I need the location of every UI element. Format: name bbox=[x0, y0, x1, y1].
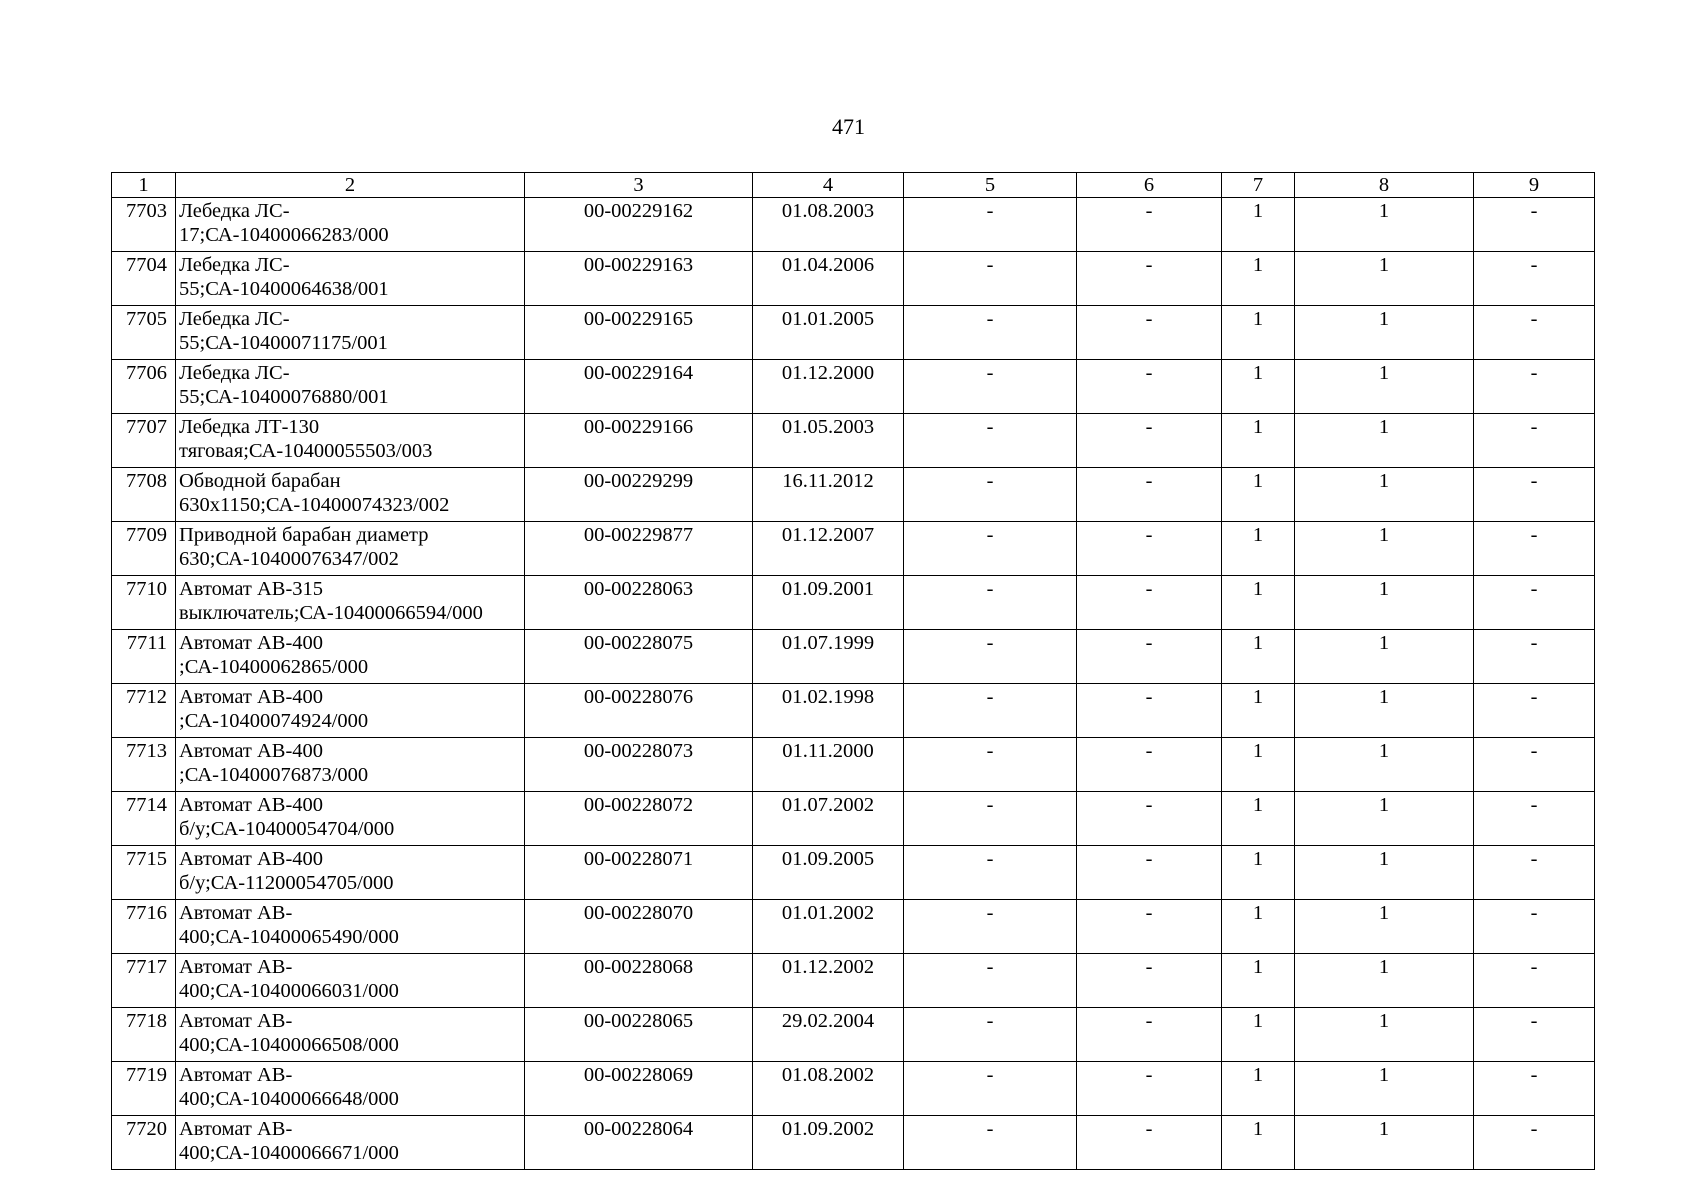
cell-col-5: - bbox=[904, 900, 1077, 954]
cell-col-8: 1 bbox=[1295, 360, 1474, 414]
table-body bbox=[112, 198, 1595, 1170]
cell-inventory-code: 00-00228064 bbox=[525, 1116, 753, 1170]
cell-item-name: Автомат АВ- 400;СА-10400066671/000 bbox=[176, 1116, 525, 1170]
cell-inventory-code: 00-00228073 bbox=[525, 738, 753, 792]
cell-col-9: - bbox=[1474, 738, 1595, 792]
cell-row-number: 7705 bbox=[112, 306, 176, 360]
cell-col-9: - bbox=[1474, 414, 1595, 468]
cell-col-7: 1 bbox=[1222, 792, 1295, 846]
cell-col-6: - bbox=[1077, 198, 1222, 252]
cell-inventory-code: 00-00228071 bbox=[525, 846, 753, 900]
cell-date: 29.02.2004 bbox=[753, 1008, 904, 1062]
cell-col-7: 1 bbox=[1222, 738, 1295, 792]
cell-item-name: Приводной барабан диаметр 630;СА-10400076347/002 bbox=[176, 522, 525, 576]
cell-col-9: - bbox=[1474, 1116, 1595, 1170]
cell-col-8: 1 bbox=[1295, 468, 1474, 522]
cell-row-number: 7716 bbox=[112, 900, 176, 954]
cell-row-number: 7707 bbox=[112, 414, 176, 468]
cell-col-9: - bbox=[1474, 900, 1595, 954]
table-row bbox=[112, 1062, 1595, 1116]
cell-item-name: Автомат АВ- 400;СА-10400066031/000 bbox=[176, 954, 525, 1008]
cell-col-5: - bbox=[904, 1116, 1077, 1170]
column-header-3: 3 bbox=[525, 173, 753, 198]
cell-col-7: 1 bbox=[1222, 1116, 1295, 1170]
cell-col-6: - bbox=[1077, 792, 1222, 846]
table-row bbox=[112, 684, 1595, 738]
cell-col-8: 1 bbox=[1295, 522, 1474, 576]
cell-col-8: 1 bbox=[1295, 846, 1474, 900]
cell-item-name: Автомат АВ- 400;СА-10400066648/000 bbox=[176, 1062, 525, 1116]
column-header-2: 2 bbox=[176, 173, 525, 198]
cell-item-name: Лебедка ЛС- 17;СА-10400066283/000 bbox=[176, 198, 525, 252]
cell-col-5: - bbox=[904, 468, 1077, 522]
cell-row-number: 7715 bbox=[112, 846, 176, 900]
cell-col-8: 1 bbox=[1295, 306, 1474, 360]
cell-row-number: 7704 bbox=[112, 252, 176, 306]
cell-col-7: 1 bbox=[1222, 1008, 1295, 1062]
table-row bbox=[112, 468, 1595, 522]
cell-col-5: - bbox=[904, 198, 1077, 252]
cell-date: 01.12.2000 bbox=[753, 360, 904, 414]
cell-date: 01.01.2005 bbox=[753, 306, 904, 360]
cell-col-8: 1 bbox=[1295, 414, 1474, 468]
cell-col-5: - bbox=[904, 684, 1077, 738]
cell-inventory-code: 00-00229877 bbox=[525, 522, 753, 576]
cell-row-number: 7717 bbox=[112, 954, 176, 1008]
cell-item-name: Автомат АВ-400 ;СА-10400076873/000 bbox=[176, 738, 525, 792]
table-row bbox=[112, 738, 1595, 792]
cell-item-name: Автомат АВ-315 выключатель;СА-10400066594/000 bbox=[176, 576, 525, 630]
cell-col-8: 1 bbox=[1295, 1008, 1474, 1062]
table-row bbox=[112, 252, 1595, 306]
cell-col-6: - bbox=[1077, 360, 1222, 414]
cell-item-name: Лебедка ЛС- 55;СА-10400064638/001 bbox=[176, 252, 525, 306]
cell-col-7: 1 bbox=[1222, 900, 1295, 954]
page-number: 471 bbox=[832, 114, 865, 139]
cell-col-8: 1 bbox=[1295, 954, 1474, 1008]
cell-date: 01.07.1999 bbox=[753, 630, 904, 684]
cell-col-6: - bbox=[1077, 1116, 1222, 1170]
cell-col-6: - bbox=[1077, 738, 1222, 792]
cell-item-name: Автомат АВ-400 ;СА-10400074924/000 bbox=[176, 684, 525, 738]
cell-date: 01.04.2006 bbox=[753, 252, 904, 306]
cell-col-9: - bbox=[1474, 846, 1595, 900]
header-row bbox=[112, 173, 1595, 198]
cell-col-6: - bbox=[1077, 414, 1222, 468]
cell-col-8: 1 bbox=[1295, 900, 1474, 954]
cell-col-9: - bbox=[1474, 1062, 1595, 1116]
cell-col-9: - bbox=[1474, 198, 1595, 252]
inventory-table bbox=[111, 172, 1595, 1170]
column-header-8: 8 bbox=[1295, 173, 1474, 198]
table-row bbox=[112, 1116, 1595, 1170]
cell-col-6: - bbox=[1077, 306, 1222, 360]
cell-inventory-code: 00-00229162 bbox=[525, 198, 753, 252]
cell-col-8: 1 bbox=[1295, 684, 1474, 738]
cell-col-5: - bbox=[904, 576, 1077, 630]
cell-col-5: - bbox=[904, 414, 1077, 468]
table-row bbox=[112, 522, 1595, 576]
cell-col-7: 1 bbox=[1222, 306, 1295, 360]
cell-col-8: 1 bbox=[1295, 1062, 1474, 1116]
cell-col-6: - bbox=[1077, 1008, 1222, 1062]
table-header bbox=[112, 173, 1595, 198]
cell-col-9: - bbox=[1474, 468, 1595, 522]
cell-col-9: - bbox=[1474, 306, 1595, 360]
column-header-7: 7 bbox=[1222, 173, 1295, 198]
cell-col-9: - bbox=[1474, 792, 1595, 846]
cell-col-5: - bbox=[904, 1062, 1077, 1116]
table-row bbox=[112, 1008, 1595, 1062]
cell-col-6: - bbox=[1077, 522, 1222, 576]
cell-col-8: 1 bbox=[1295, 252, 1474, 306]
table-row bbox=[112, 414, 1595, 468]
cell-col-5: - bbox=[904, 792, 1077, 846]
cell-col-6: - bbox=[1077, 576, 1222, 630]
cell-inventory-code: 00-00228076 bbox=[525, 684, 753, 738]
cell-col-5: - bbox=[904, 360, 1077, 414]
cell-col-9: - bbox=[1474, 360, 1595, 414]
cell-row-number: 7710 bbox=[112, 576, 176, 630]
cell-date: 01.07.2002 bbox=[753, 792, 904, 846]
cell-date: 01.08.2002 bbox=[753, 1062, 904, 1116]
cell-col-7: 1 bbox=[1222, 468, 1295, 522]
cell-col-9: - bbox=[1474, 252, 1595, 306]
cell-date: 01.11.2000 bbox=[753, 738, 904, 792]
cell-col-7: 1 bbox=[1222, 198, 1295, 252]
cell-item-name: Автомат АВ-400 б/у;СА-10400054704/000 bbox=[176, 792, 525, 846]
cell-col-9: - bbox=[1474, 684, 1595, 738]
cell-col-7: 1 bbox=[1222, 846, 1295, 900]
cell-col-6: - bbox=[1077, 900, 1222, 954]
cell-col-9: - bbox=[1474, 630, 1595, 684]
cell-inventory-code: 00-00229166 bbox=[525, 414, 753, 468]
table-row bbox=[112, 792, 1595, 846]
cell-col-7: 1 bbox=[1222, 522, 1295, 576]
cell-date: 01.01.2002 bbox=[753, 900, 904, 954]
cell-col-9: - bbox=[1474, 522, 1595, 576]
cell-col-6: - bbox=[1077, 630, 1222, 684]
cell-item-name: Автомат АВ- 400;СА-10400065490/000 bbox=[176, 900, 525, 954]
cell-col-8: 1 bbox=[1295, 576, 1474, 630]
cell-item-name: Автомат АВ-400 ;СА-10400062865/000 bbox=[176, 630, 525, 684]
cell-row-number: 7706 bbox=[112, 360, 176, 414]
cell-col-7: 1 bbox=[1222, 414, 1295, 468]
column-header-4: 4 bbox=[753, 173, 904, 198]
cell-row-number: 7714 bbox=[112, 792, 176, 846]
cell-col-5: - bbox=[904, 846, 1077, 900]
cell-col-6: - bbox=[1077, 846, 1222, 900]
column-header-9: 9 bbox=[1474, 173, 1595, 198]
cell-col-5: - bbox=[904, 252, 1077, 306]
cell-col-6: - bbox=[1077, 252, 1222, 306]
table-row bbox=[112, 846, 1595, 900]
cell-col-7: 1 bbox=[1222, 630, 1295, 684]
cell-col-8: 1 bbox=[1295, 738, 1474, 792]
cell-row-number: 7718 bbox=[112, 1008, 176, 1062]
cell-col-7: 1 bbox=[1222, 954, 1295, 1008]
cell-date: 01.09.2002 bbox=[753, 1116, 904, 1170]
table-row bbox=[112, 576, 1595, 630]
cell-col-9: - bbox=[1474, 954, 1595, 1008]
cell-date: 01.02.1998 bbox=[753, 684, 904, 738]
table-row bbox=[112, 306, 1595, 360]
cell-date: 01.08.2003 bbox=[753, 198, 904, 252]
cell-col-7: 1 bbox=[1222, 576, 1295, 630]
table-row bbox=[112, 630, 1595, 684]
column-header-6: 6 bbox=[1077, 173, 1222, 198]
cell-item-name: Лебедка ЛС- 55;СА-10400071175/001 bbox=[176, 306, 525, 360]
cell-row-number: 7719 bbox=[112, 1062, 176, 1116]
cell-inventory-code: 00-00229299 bbox=[525, 468, 753, 522]
cell-col-5: - bbox=[904, 954, 1077, 1008]
cell-inventory-code: 00-00229163 bbox=[525, 252, 753, 306]
cell-row-number: 7709 bbox=[112, 522, 176, 576]
cell-date: 01.05.2003 bbox=[753, 414, 904, 468]
cell-date: 01.12.2002 bbox=[753, 954, 904, 1008]
cell-row-number: 7708 bbox=[112, 468, 176, 522]
cell-inventory-code: 00-00228072 bbox=[525, 792, 753, 846]
cell-date: 01.09.2005 bbox=[753, 846, 904, 900]
table-row bbox=[112, 954, 1595, 1008]
table-row bbox=[112, 198, 1595, 252]
cell-col-6: - bbox=[1077, 954, 1222, 1008]
cell-inventory-code: 00-00228069 bbox=[525, 1062, 753, 1116]
cell-inventory-code: 00-00228070 bbox=[525, 900, 753, 954]
cell-col-5: - bbox=[904, 1008, 1077, 1062]
cell-row-number: 7703 bbox=[112, 198, 176, 252]
cell-row-number: 7713 bbox=[112, 738, 176, 792]
cell-inventory-code: 00-00229164 bbox=[525, 360, 753, 414]
cell-col-7: 1 bbox=[1222, 684, 1295, 738]
column-header-5: 5 bbox=[904, 173, 1077, 198]
cell-col-9: - bbox=[1474, 576, 1595, 630]
cell-col-7: 1 bbox=[1222, 1062, 1295, 1116]
cell-col-8: 1 bbox=[1295, 1116, 1474, 1170]
cell-col-6: - bbox=[1077, 1062, 1222, 1116]
cell-col-8: 1 bbox=[1295, 630, 1474, 684]
cell-col-5: - bbox=[904, 738, 1077, 792]
cell-col-8: 1 bbox=[1295, 198, 1474, 252]
cell-inventory-code: 00-00229165 bbox=[525, 306, 753, 360]
cell-col-7: 1 bbox=[1222, 360, 1295, 414]
cell-col-8: 1 bbox=[1295, 792, 1474, 846]
cell-col-5: - bbox=[904, 306, 1077, 360]
cell-col-6: - bbox=[1077, 468, 1222, 522]
cell-item-name: Лебедка ЛТ-130 тяговая;СА-10400055503/003 bbox=[176, 414, 525, 468]
cell-date: 16.11.2012 bbox=[753, 468, 904, 522]
cell-inventory-code: 00-00228063 bbox=[525, 576, 753, 630]
cell-col-7: 1 bbox=[1222, 252, 1295, 306]
cell-inventory-code: 00-00228065 bbox=[525, 1008, 753, 1062]
table-row bbox=[112, 360, 1595, 414]
cell-date: 01.09.2001 bbox=[753, 576, 904, 630]
cell-date: 01.12.2007 bbox=[753, 522, 904, 576]
cell-item-name: Обводной барабан 630x1150;СА-10400074323/002 bbox=[176, 468, 525, 522]
cell-col-6: - bbox=[1077, 684, 1222, 738]
cell-inventory-code: 00-00228075 bbox=[525, 630, 753, 684]
cell-row-number: 7720 bbox=[112, 1116, 176, 1170]
cell-item-name: Автомат АВ-400 б/у;СА-11200054705/000 bbox=[176, 846, 525, 900]
cell-col-9: - bbox=[1474, 1008, 1595, 1062]
cell-row-number: 7711 bbox=[112, 630, 176, 684]
cell-inventory-code: 00-00228068 bbox=[525, 954, 753, 1008]
cell-item-name: Автомат АВ- 400;СА-10400066508/000 bbox=[176, 1008, 525, 1062]
table-row bbox=[112, 900, 1595, 954]
cell-row-number: 7712 bbox=[112, 684, 176, 738]
cell-col-5: - bbox=[904, 630, 1077, 684]
cell-item-name: Лебедка ЛС- 55;СА-10400076880/001 bbox=[176, 360, 525, 414]
column-header-1: 1 bbox=[112, 173, 176, 198]
cell-col-5: - bbox=[904, 522, 1077, 576]
